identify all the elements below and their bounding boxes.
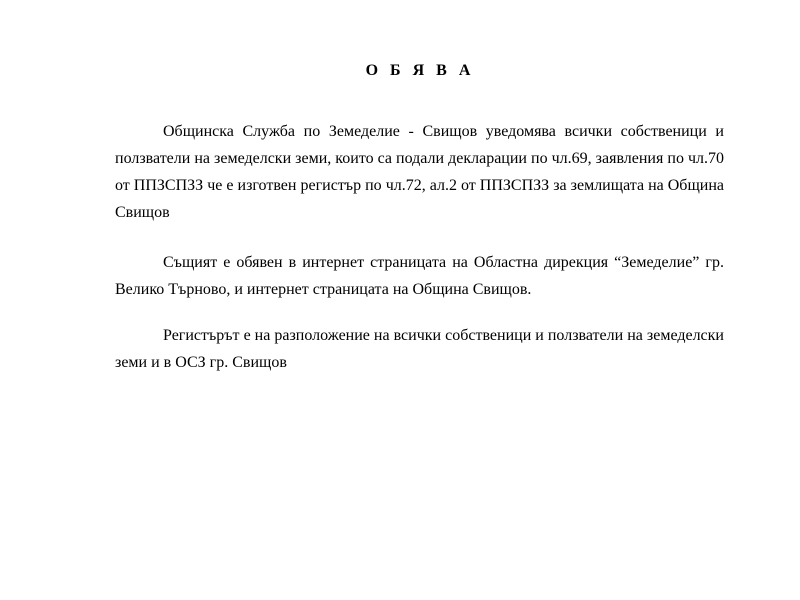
paragraph-notice: Общинска Служба по Земеделие - Свищов уведомява всички собственици и ползватели на земеделски земи, които са подали декларации по чл.69, заявления по чл.70 от ППЗСПЗЗ че е изготвен регистър по чл.72, ал.2 от ППЗСПЗЗ за землищата на Община Свищов — [115, 123, 724, 221]
paragraph-publication: Същият е обявен в интернет страницата на Областна дирекция “Земеделие” гр. Велико Търново, и интернет страницата на Община Свищов. — [115, 254, 724, 298]
document-title: О Б Я В А — [365, 62, 475, 79]
paragraph-availability: Регистърът е на разположение на всички собственици и ползватели на земеделски земи и в ОСЗ гр. Свищов — [115, 327, 724, 371]
